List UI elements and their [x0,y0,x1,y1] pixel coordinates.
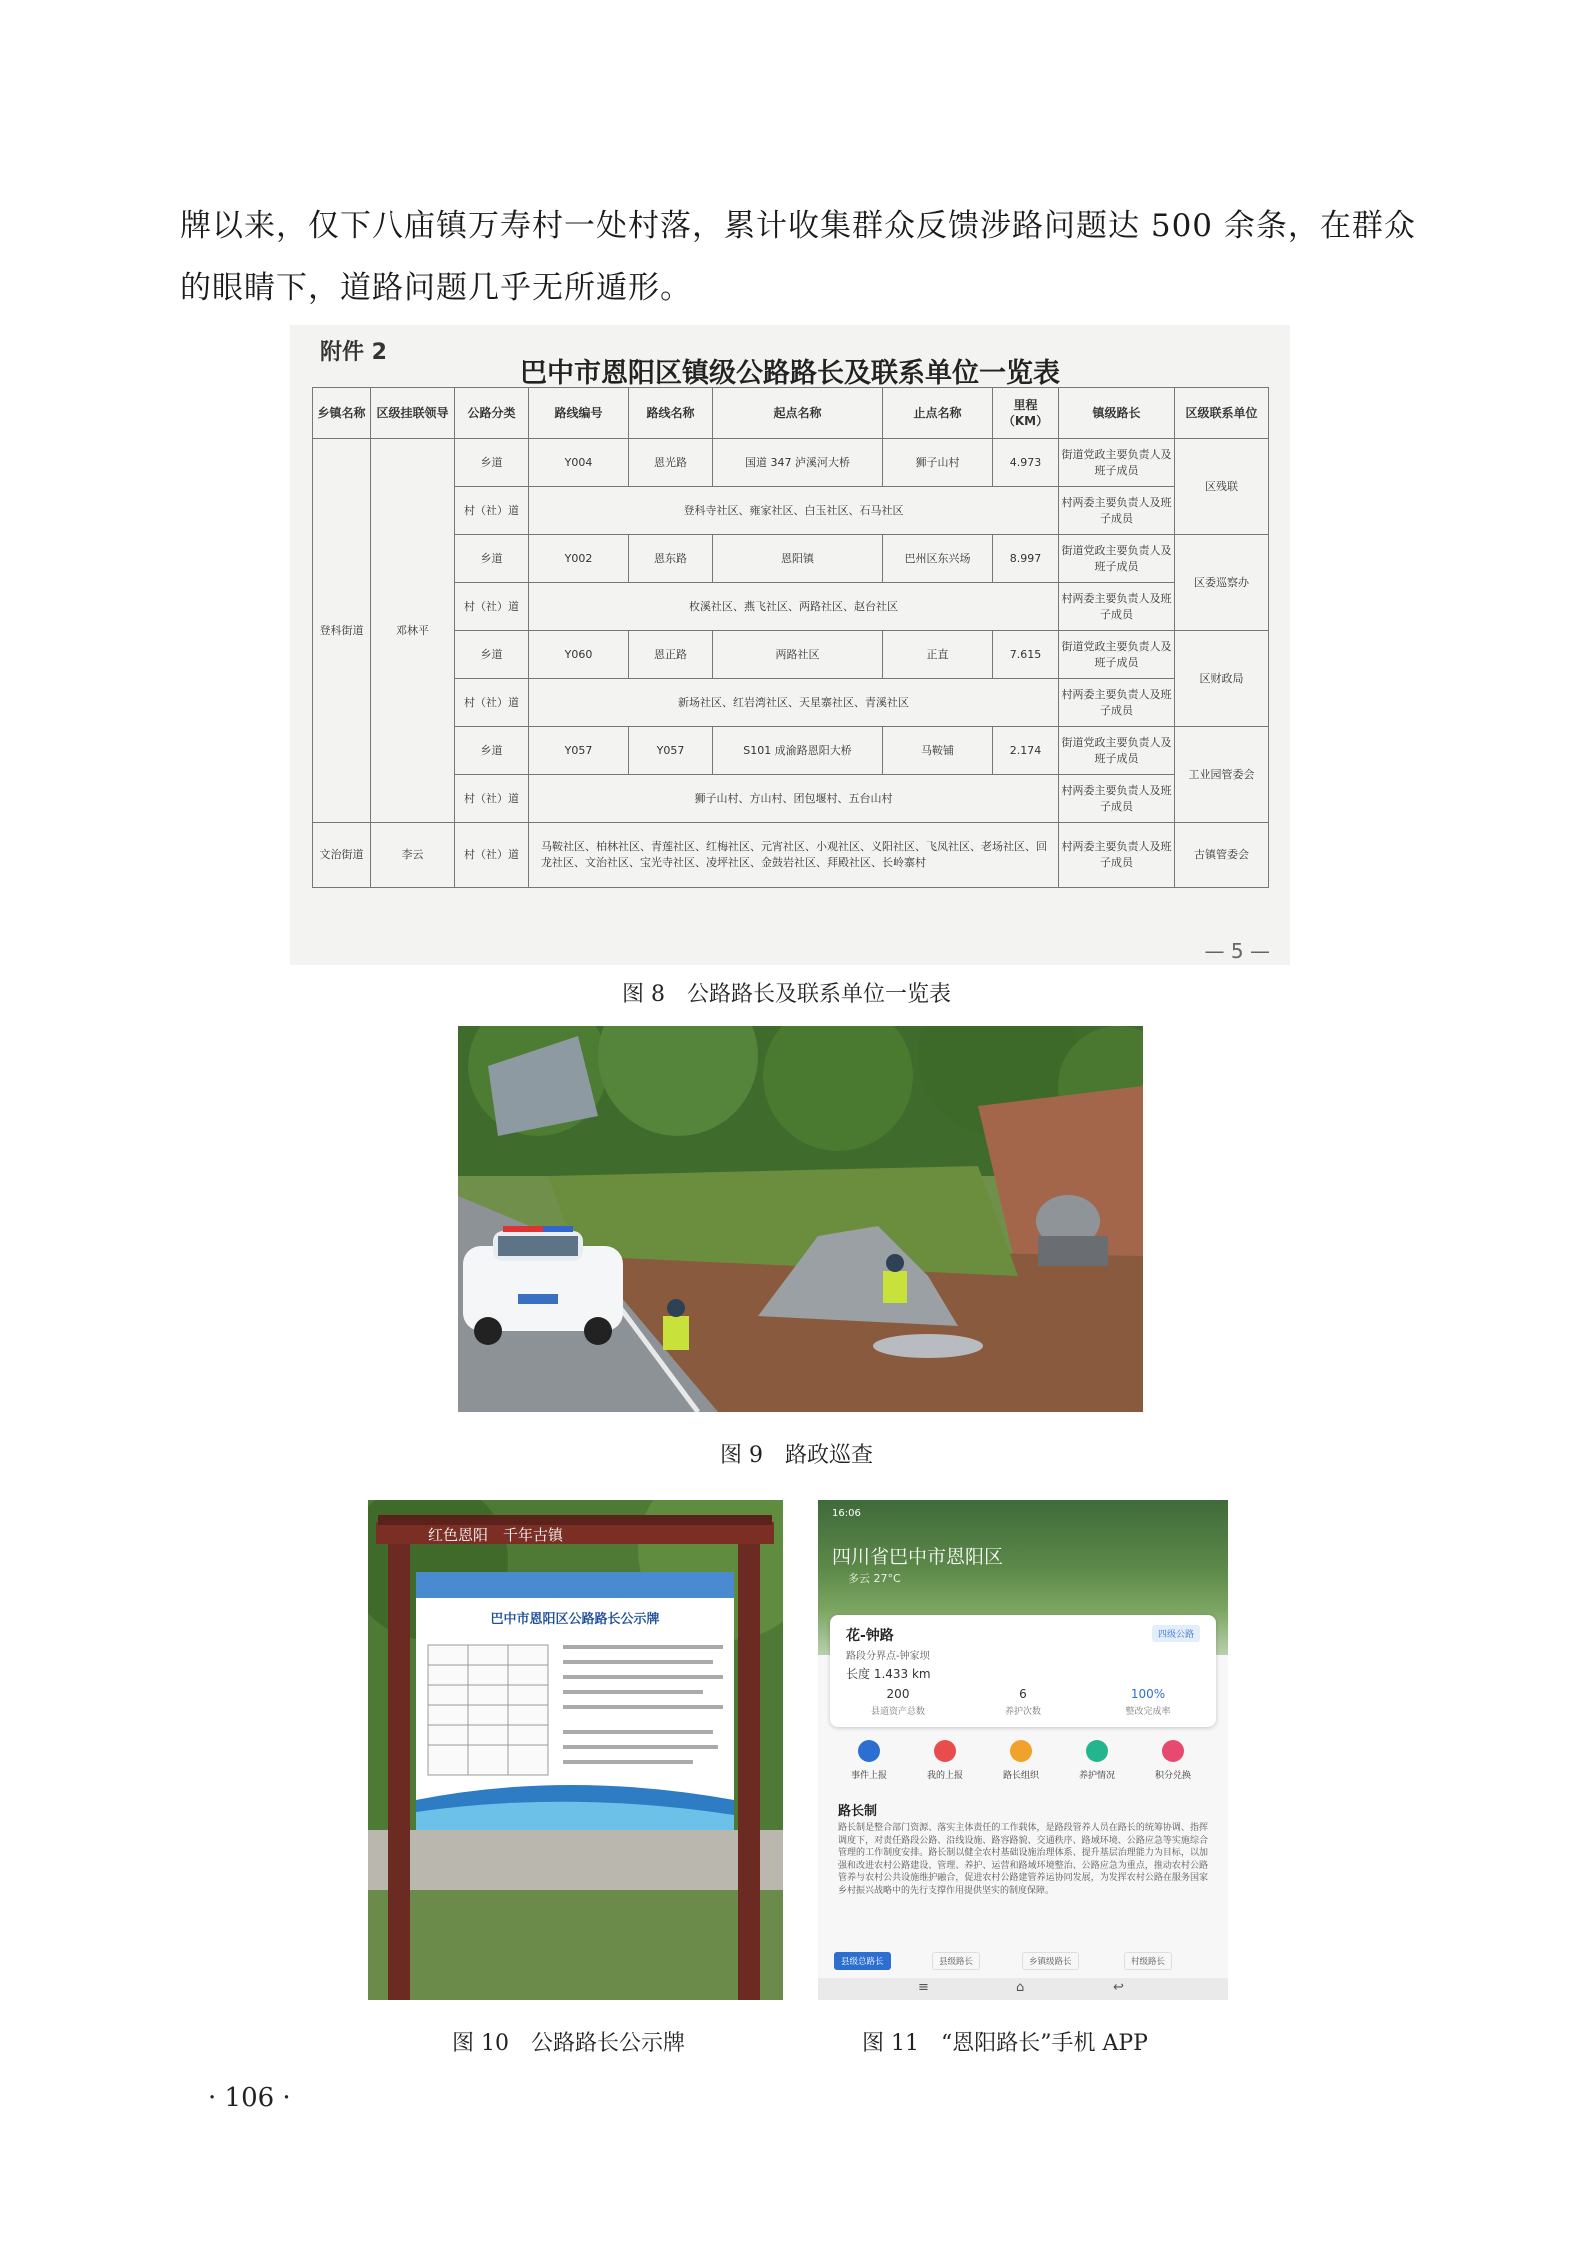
unit-cell: 区委巡察办 [1175,535,1269,631]
stat-value: 200 [886,1687,910,1701]
code-cell: Y060 [529,631,629,679]
action-report-event[interactable] [834,1740,904,1781]
status-time: 16:06 [832,1508,861,1519]
name-cell: 恩东路 [629,535,713,583]
code-cell: Y002 [529,535,629,583]
stat-maintenance-count [963,1687,1083,1717]
road-section: 路段分界点-钟家坝 [846,1651,930,1662]
action-label: 养护情况 [1078,1771,1115,1781]
type-cell: 乡道 [455,631,529,679]
road-grade-tag: 四级公路 [1152,1625,1200,1642]
notice-board-illustration [368,1500,783,2000]
stat-value: 6 [1019,1687,1027,1701]
organization-icon [1010,1740,1032,1762]
code-cell: Y057 [529,727,629,775]
unit-cell: 古镇管委会 [1175,823,1269,888]
villages-cell: 狮子山村、方山村、团包堰村、五台山村 [529,775,1059,823]
action-label: 路长组织 [1002,1771,1039,1781]
paragraph-line-1: 牌以来，仅下八庙镇万寿村一处村落，累计收集群众反馈涉路问题达 500 余条，在群众 [180,208,1416,244]
action-my-reports[interactable] [910,1740,980,1781]
start-cell: 两路社区 [713,631,883,679]
end-cell: 狮子山村 [883,439,993,487]
table-row [313,583,1269,631]
name-cell: Y057 [629,727,713,775]
menu-icon[interactable]: ≡ [918,1980,929,1995]
unit-cell: 区残联 [1175,439,1269,535]
maintenance-icon [1086,1740,1108,1762]
header-cell: 路线编号 [529,388,629,439]
header-cell: 区级挂联领导 [371,388,455,439]
header-cell: 区级联系单位 [1175,388,1269,439]
type-cell: 村（社）道 [455,823,529,888]
km-cell: 4.973 [993,439,1059,487]
road-info-card[interactable] [830,1615,1216,1727]
type-cell: 村（社）道 [455,583,529,631]
scan-page-number: — 5 — [1204,939,1270,963]
chief-level-tabs [834,1952,1214,1972]
km-cell: 7.615 [993,631,1059,679]
page-number: · 106 · [208,2083,291,2113]
my-reports-icon [934,1740,956,1762]
body-paragraph [180,195,1420,319]
tab-county-chief[interactable]: 县级总路长 [834,1952,891,1970]
table-row [313,631,1269,679]
figure-11-caption: 图 11 “恩阳路长”手机 APP [862,2031,1148,2056]
table-row [313,439,1269,487]
chief-cell: 村两委主要负责人及班子成员 [1059,487,1175,535]
action-label: 积分兑换 [1154,1771,1191,1781]
stat-label: 县道资产总数 [870,1707,925,1717]
chief-cell: 街道党政主要负责人及班子成员 [1059,727,1175,775]
name-cell: 恩正路 [629,631,713,679]
header-cell: 止点名称 [883,388,993,439]
unit-cell: 工业园管委会 [1175,727,1269,823]
action-label: 我的上报 [926,1771,963,1781]
km-cell: 2.174 [993,727,1059,775]
road-chief-board-photo [368,1500,783,2000]
chief-cell: 村两委主要负责人及班子成员 [1059,679,1175,727]
report-icon [858,1740,880,1762]
arch-slogan: 红色恩阳 千年古镇 [428,1526,564,1544]
town-cell: 登科街道 [313,439,371,823]
table-row [313,823,1269,888]
system-nav-bar [818,1978,1228,2000]
leader-cell: 邓林平 [371,439,455,823]
stat-completion-rate [1088,1687,1208,1717]
stat-value: 100% [1130,1687,1166,1701]
name-cell: 恩光路 [629,439,713,487]
header-cell: 镇级路长 [1059,388,1175,439]
road-name: 花-钟路 [846,1628,894,1644]
paragraph-line-2: 的眼睛下，道路问题几乎无所遁形。 [180,270,692,306]
table-title: 巴中市恩阳区镇级公路路长及联系单位一览表 [520,358,1060,389]
chief-cell: 村两委主要负责人及班子成员 [1059,583,1175,631]
km-cell: 8.997 [993,535,1059,583]
end-cell: 巴州区东兴场 [883,535,993,583]
board-title: 巴中市恩阳区公路路长公示牌 [490,1612,660,1627]
type-cell: 乡道 [455,439,529,487]
header-cell: 起点名称 [713,388,883,439]
table-row [313,487,1269,535]
chief-cell: 村两委主要负责人及班子成员 [1059,775,1175,823]
type-cell: 乡道 [455,535,529,583]
type-cell: 村（社）道 [455,775,529,823]
villages-cell: 新场社区、红岩湾社区、天星寨社区、青溪社区 [529,679,1059,727]
villages-cell: 登科寺社区、雍家社区、白玉社区、石马社区 [529,487,1059,535]
figure-9-caption: 图 9 路政巡查 [720,1443,873,1468]
start-cell: S101 成渝路恩阳大桥 [713,727,883,775]
stat-label: 养护次数 [1004,1707,1041,1717]
road-chief-table [312,387,1269,888]
start-cell: 恩阳镇 [713,535,883,583]
road-length: 长度 1.433 km [846,1667,931,1681]
end-cell: 马鞍铺 [883,727,993,775]
back-icon[interactable]: ↩ [1113,1980,1124,1995]
section-text: 路长制是整合部门资源、落实主体责任的工作载体，是路段管养人员在路长的统筹协调、指挥调度下，对责任路段公路、沿线设施、路容路貌、交通秩序、路域环境、公路应急等实施综合管理的工作制度安排。路长制以健全农村基础设施治理体系、提升基层治理能力为目标，以加强和改进农村公路建设、管理、养护、运营和路域环境整治、公路应急为重点，推动农村公路管养与农村公共设施维护融合，促进农村公路建管养运协同发展，为发挥农村公路在服务国家乡村振兴战略中的先行支撑作用提供坚实的制度保障。 [838,1823,1208,1896]
tab-county-level[interactable]: 县级路长 [932,1952,980,1970]
chief-cell: 村两委主要负责人及班子成员 [1059,823,1175,888]
header-cell: 乡镇名称 [313,388,371,439]
action-maintenance[interactable] [1062,1740,1132,1781]
road-chief-app-screenshot [818,1500,1228,2000]
type-cell: 村（社）道 [455,487,529,535]
road-chief-table-figure [290,325,1290,965]
figure-8-caption: 图 8 公路路长及联系单位一览表 [622,982,951,1007]
stat-label: 整改完成率 [1125,1707,1171,1717]
section-title: 路长制 [838,1804,878,1819]
tab-township-level[interactable]: 乡镇级路长 [1022,1952,1079,1970]
points-icon [1162,1740,1184,1762]
villages-cell: 枚溪社区、燕飞社区、两路社区、赵台社区 [529,583,1059,631]
table-row [313,727,1269,775]
table-header-row [313,388,1269,439]
table-row [313,535,1269,583]
figure-10-caption: 图 10 公路路长公示牌 [452,2031,685,2056]
road-patrol-illustration [458,1026,1143,1412]
chief-cell: 街道党政主要负责人及班子成员 [1059,439,1175,487]
code-cell: Y004 [529,439,629,487]
start-cell: 国道 347 泸溪河大桥 [713,439,883,487]
leader-cell: 李云 [371,823,455,888]
action-label: 事件上报 [850,1771,887,1781]
table-row [313,679,1269,727]
weather-label: 多云 27°C [848,1572,901,1585]
action-organization[interactable] [986,1740,1056,1781]
home-icon[interactable]: ⌂ [1016,1980,1025,1995]
action-points-exchange[interactable] [1138,1740,1208,1781]
attachment-label: 附件 2 [320,340,387,365]
type-cell: 村（社）道 [455,679,529,727]
road-patrol-photo [458,1026,1143,1412]
tab-village-level[interactable]: 村级路长 [1124,1952,1172,1970]
unit-cell: 区财政局 [1175,631,1269,727]
type-cell: 乡道 [455,727,529,775]
header-cell: 里程（KM） [993,388,1059,439]
header-cell: 公路分类 [455,388,529,439]
table-row [313,775,1269,823]
villages-cell: 马鞍社区、柏林社区、青莲社区、红梅社区、元宵社区、小观社区、义阳社区、飞凤社区、老场社区、回龙社区、文治社区、宝光寺社区、凌坪社区、金鼓岩社区、拜殿社区、长岭寨村 [529,823,1059,888]
town-cell: 文治街道 [313,823,371,888]
end-cell: 正直 [883,631,993,679]
chief-cell: 街道党政主要负责人及班子成员 [1059,631,1175,679]
stat-asset-count [838,1687,958,1717]
location-label: 四川省巴中市恩阳区 [832,1546,1004,1568]
chief-cell: 街道党政主要负责人及班子成员 [1059,535,1175,583]
header-cell: 路线名称 [629,388,713,439]
action-bar [830,1740,1216,1792]
